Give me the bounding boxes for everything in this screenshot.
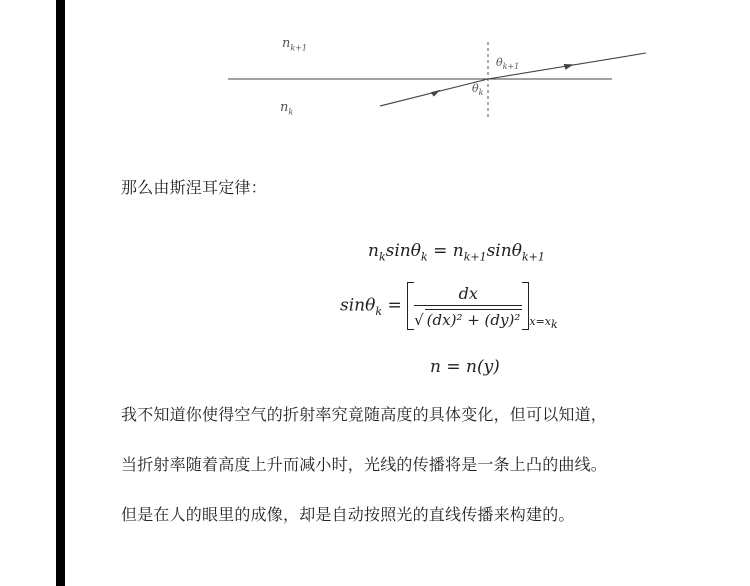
left-bracket (407, 282, 414, 330)
snell-law-equation: $n_k\sin\theta_k = n_{k+1}\sin\theta_{k+1}$ (368, 241, 545, 264)
refraction-diagram-svg (200, 20, 680, 140)
lower-medium-label: $n_k$ (280, 100, 294, 117)
intro-text: 那么由斯涅耳定律： (121, 178, 267, 197)
upper-medium-label: $n_{k+1}$ (282, 36, 308, 53)
evaluation-subscript: x=xk (529, 314, 558, 331)
refractive-index-function: n = n(y) (430, 357, 500, 377)
refraction-diagram (200, 20, 680, 140)
incidence-angle-label: $\theta_k$ (472, 82, 484, 98)
paragraph-3: 但是在人的眼里的成像，却是自动按照光的直线传播来构建的。 (121, 505, 575, 524)
left-border-bar (56, 0, 65, 586)
refraction-angle-label: $\theta_{k+1}$ (496, 56, 520, 72)
fraction: $\frac{dx}{\text{√ (dx)² + (dy)²}}$ (414, 283, 521, 329)
refracted-arrowhead (564, 62, 575, 69)
sine-derivative-equation: sinθ$_k$ = $\frac{dx}{\text{√ (dx)² + (dy)²}}$ $_{x=x_k}$ (340, 283, 558, 331)
paragraph-2: 当折射率随着高度上升而减小时，光线的传播将是一条上凸的曲线。 (121, 455, 608, 474)
paragraph-1: 我不知道你使得空气的折射率究竟随高度的具体变化，但可以知道， (121, 405, 608, 424)
